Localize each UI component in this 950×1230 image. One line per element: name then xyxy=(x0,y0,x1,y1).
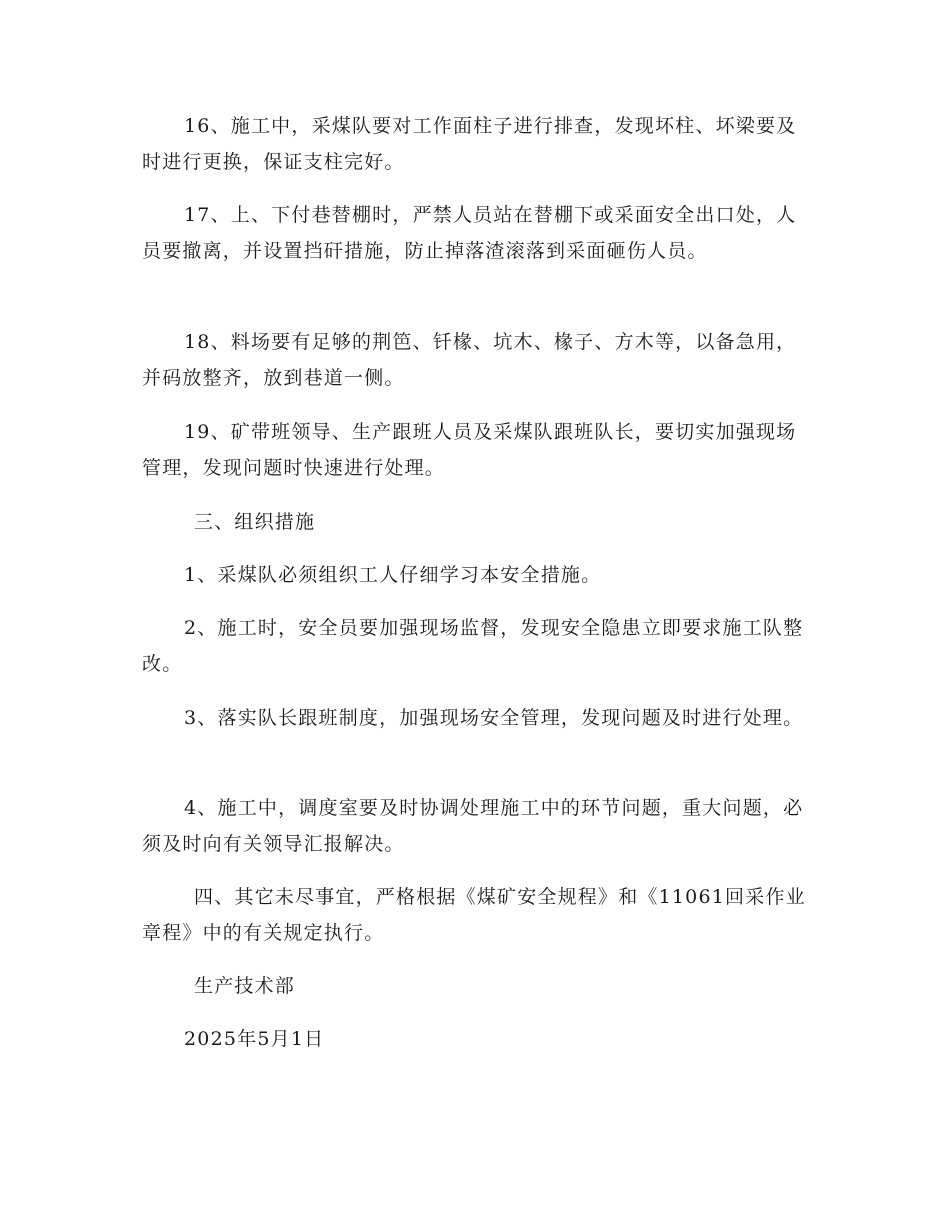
org-measure-3: 3、落实队长跟班制度，加强现场安全管理，发现问题及时进行处理。 xyxy=(184,707,804,729)
signature-date: 2025年5月1日 xyxy=(184,1028,325,1050)
section-other-matters: 四、其它未尽事宜，严格根据《煤矿安全规程》和《11061回采作业章程》中的有关规定执行。 xyxy=(142,886,806,944)
clause-17: 17、上、下付巷替棚时，严禁人员站在替棚下或采面安全出口处，人员要撤离，并设置挡矸措施，防止掉落渣滚落到采面砸伤人员。 xyxy=(142,204,797,262)
section-heading-organization: 三、组织措施 xyxy=(194,511,316,533)
clause-18: 18、料场要有足够的荆笆、钎椽、坑木、椽子、方木等，以备急用，并码放整齐，放到巷道一侧。 xyxy=(142,331,797,389)
org-measure-2: 2、施工时，安全员要加强现场监督，发现安全隐患立即要求施工队整改。 xyxy=(142,617,804,675)
org-measure-1: 1、采煤队必须组织工人仔细学习本安全措施。 xyxy=(184,564,602,586)
clause-16: 16、施工中，采煤队要对工作面柱子进行排查，发现坏柱、坏梁要及时进行更换，保证支柱完好。 xyxy=(142,115,797,173)
signature-department: 生产技术部 xyxy=(194,975,296,997)
clause-19: 19、矿带班领导、生产跟班人员及采煤队跟班队长，要切实加强现场管理，发现问题时快速进行处理。 xyxy=(142,421,797,479)
org-measure-4: 4、施工中，调度室要及时协调处理施工中的环节问题，重大问题，必须及时向有关领导汇报解决。 xyxy=(142,797,804,855)
